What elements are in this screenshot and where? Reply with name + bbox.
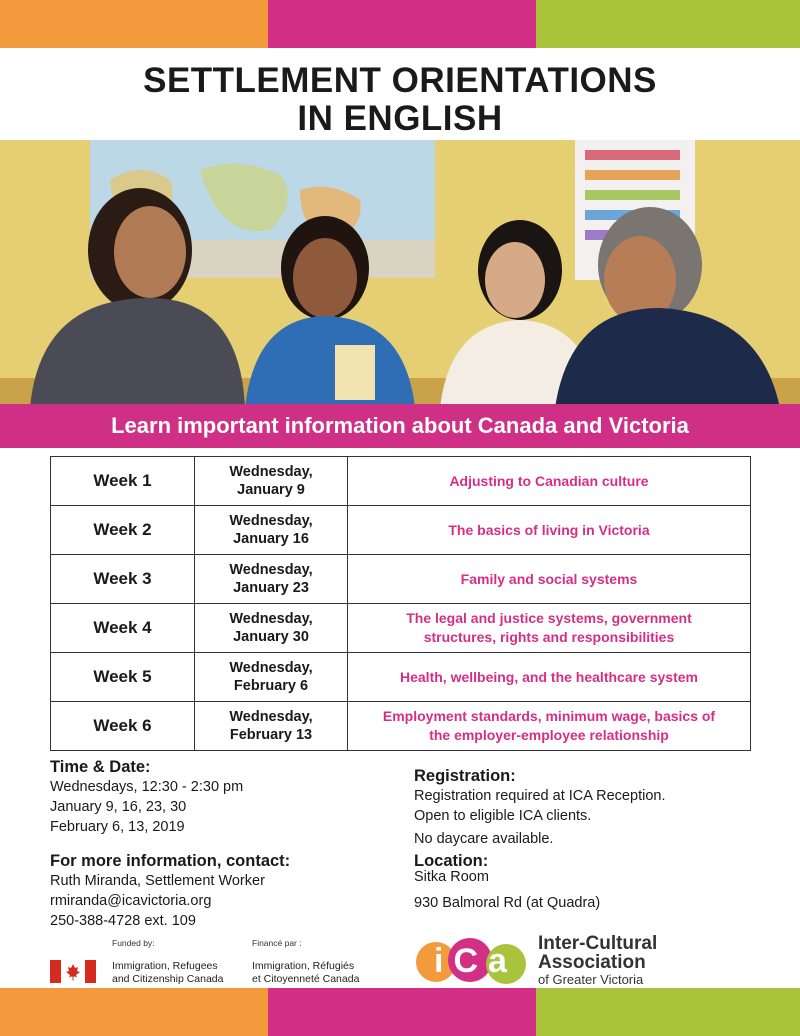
day-text: Wednesday, [229,611,313,627]
funder-name-en-line: and Citizenship Canada [112,973,224,985]
week-cell: Week 2 [51,506,195,555]
funder-name-en-line: Immigration, Refugees [112,960,218,972]
registration-line: Open to eligible ICA clients. [414,808,592,824]
date-text: January 30 [233,629,309,645]
band-orange [0,0,268,48]
day-text: Wednesday, [229,660,313,676]
registration-line: No daycare available. [414,831,554,847]
topic-line: Family and social systems [460,570,638,587]
ica-name-line: Inter-Cultural [538,933,658,954]
date-cell [195,457,348,506]
topic-line: The legal and justice systems, government [406,610,692,626]
day-text: Wednesday, [229,562,313,578]
topic-line: The basics of living in Victoria [448,521,650,538]
topic-cell [348,604,751,653]
day-text: Wednesday, [229,464,313,480]
date-text: January 23 [233,580,309,596]
week-cell: Week 1 [51,457,195,506]
table-row [51,506,751,555]
topic-cell [348,457,751,506]
time-date-heading: Time & Date: [50,758,151,776]
week-cell: Week 4 [51,604,195,653]
date-cell [195,506,348,555]
location-heading: Location: [414,852,489,870]
time-date-line: Wednesdays, 12:30 - 2:30 pm [50,779,244,795]
ica-logo [414,930,704,990]
contact-section [50,851,390,931]
location-room: Sitka Room [414,869,489,885]
group-photo-illustration [0,140,800,408]
ica-subname: of Greater Victoria [538,972,644,987]
week-cell: Week 6 [51,702,195,751]
schedule-table [50,456,751,751]
date-cell [195,604,348,653]
table-row [51,555,751,604]
contact-phone[interactable]: 250-388-4728 ext. 109 [50,913,196,929]
ica-name-line: Association [538,952,646,973]
contact-heading: For more information, contact: [50,852,291,870]
group-photo [0,140,800,408]
date-cell [195,702,348,751]
band-green [536,988,800,1036]
info-banner: Learn important information about Canada and Victoria [0,404,800,448]
topic-line: Health, wellbeing, and the healthcare system [400,668,698,685]
band-orange [0,988,268,1036]
funder-name-fr-line: et Citoyenneté Canada [252,973,360,985]
registration-heading: Registration: [414,767,516,785]
ica-name [538,934,657,987]
time-date-line: January 9, 16, 23, 30 [50,799,187,815]
week-cell: Week 5 [51,653,195,702]
registration-section [414,766,754,849]
funded-by-label: Funded by: [112,938,155,948]
registration-line: Registration required at ICA Reception. [414,788,666,804]
title-line-2: IN ENGLISH [297,99,503,138]
day-text: Wednesday, [229,709,313,725]
band-pink [268,0,536,48]
title-line-1: SETTLEMENT ORIENTATIONS [143,61,657,100]
date-text: January 9 [237,482,305,498]
topic-line: Employment standards, minimum wage, basics of [382,708,716,724]
band-pink [268,988,536,1036]
topic-line: the employer-employee relationship [429,727,669,743]
date-cell [195,555,348,604]
table-row [51,653,751,702]
ica-logo-letters: iCa [434,941,517,980]
table-row [51,457,751,506]
time-date-section [50,757,390,837]
topic-line: Adjusting to Canadian culture [449,472,649,489]
time-date-line: February 6, 13, 2019 [50,819,185,835]
topic-cell [348,653,751,702]
funder-name-fr-line: Immigration, Réfugiés [252,960,355,972]
date-text: February 6 [233,678,309,694]
table-row [51,702,751,751]
date-text: January 16 [233,531,309,547]
week-cell: Week 3 [51,555,195,604]
location-section [414,851,754,913]
top-color-band [0,0,800,48]
funder-name-fr [252,960,359,986]
location-address: 930 Balmoral Rd (at Quadra) [414,895,601,911]
day-text: Wednesday, [229,513,313,529]
topic-cell [348,702,751,751]
topic-line: structures, rights and responsibilities [423,629,675,645]
finance-par-label: Financé par : [252,938,302,948]
canada-flag-icon [50,960,96,983]
date-text: February 13 [229,727,313,743]
funder-name-en [112,960,224,986]
band-green [536,0,800,48]
contact-email[interactable]: rmiranda@icavictoria.org [50,893,212,909]
page-title [0,62,800,138]
funders-block [50,938,380,988]
table-row [51,604,751,653]
topic-cell [348,506,751,555]
date-cell [195,653,348,702]
contact-name: Ruth Miranda, Settlement Worker [50,873,265,889]
topic-cell [348,555,751,604]
bottom-color-band [0,988,800,1036]
